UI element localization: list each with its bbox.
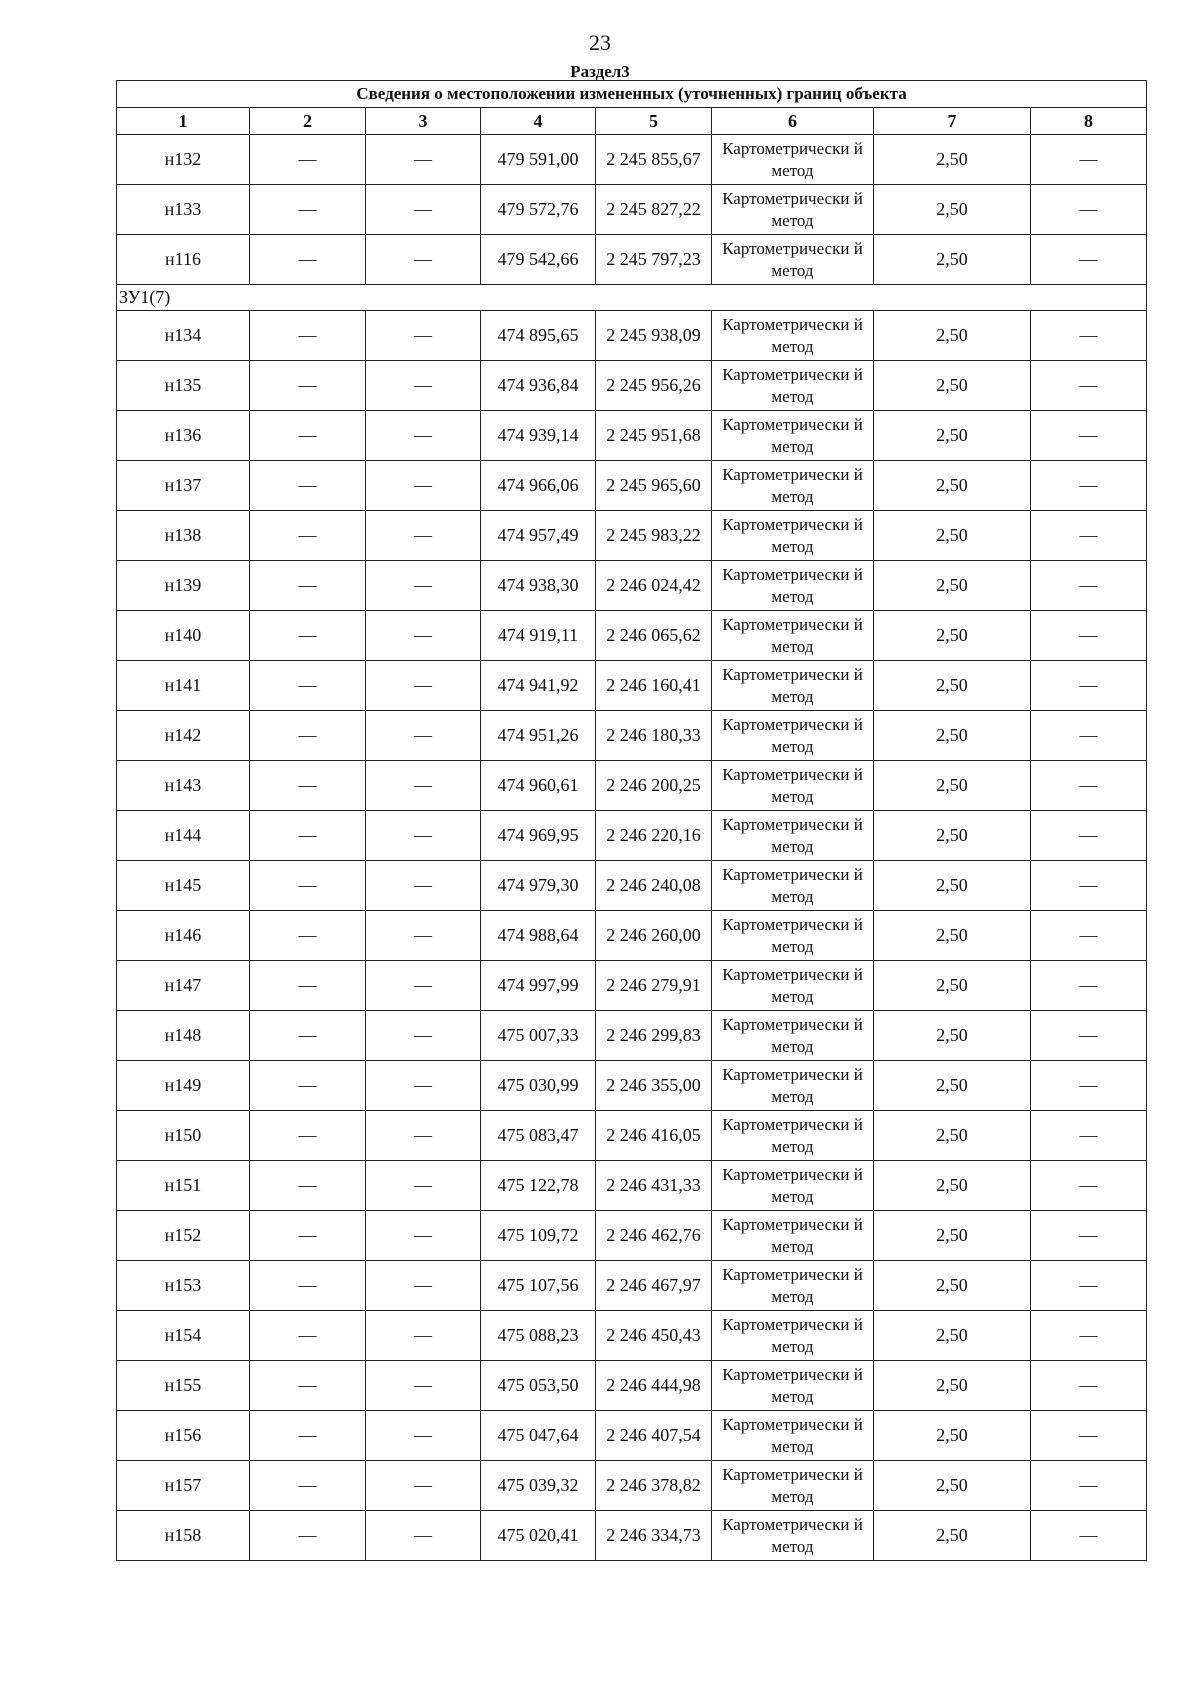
method-cell: Картометрически й метод — [712, 361, 874, 411]
method-cell: Картометрически й метод — [712, 1061, 874, 1111]
dash-cell: — — [366, 661, 481, 711]
dash-cell: — — [250, 1511, 366, 1561]
dash-cell: — — [366, 1361, 481, 1411]
dash-cell: — — [250, 311, 366, 361]
dash-cell: — — [366, 511, 481, 561]
dash-cell: — — [250, 1261, 366, 1311]
dash-cell: — — [1031, 1261, 1147, 1311]
method-cell: Картометрически й метод — [712, 1461, 874, 1511]
method-cell: Картометрически й метод — [712, 861, 874, 911]
x-coordinate-cell: 475 109,72 — [481, 1211, 596, 1261]
y-coordinate-cell: 2 246 240,08 — [596, 861, 712, 911]
method-cell: Картометрически й метод — [712, 1111, 874, 1161]
column-number: 2 — [250, 108, 366, 135]
table-row — [117, 1411, 1147, 1461]
table-row — [117, 611, 1147, 661]
y-coordinate-cell: 2 246 180,33 — [596, 711, 712, 761]
x-coordinate-cell: 474 979,30 — [481, 861, 596, 911]
dash-cell: — — [366, 185, 481, 235]
accuracy-cell: 2,50 — [874, 311, 1031, 361]
dash-cell: — — [1031, 1461, 1147, 1511]
table-row — [117, 711, 1147, 761]
table-row — [117, 235, 1147, 285]
dash-cell: — — [1031, 661, 1147, 711]
dash-cell: — — [366, 235, 481, 285]
point-name-cell: н143 — [117, 761, 250, 811]
point-name-cell: н132 — [117, 135, 250, 185]
accuracy-cell: 2,50 — [874, 185, 1031, 235]
x-coordinate-cell: 475 107,56 — [481, 1261, 596, 1311]
x-coordinate-cell: 475 088,23 — [481, 1311, 596, 1361]
y-coordinate-cell: 2 246 416,05 — [596, 1111, 712, 1161]
method-cell: Картометрически й метод — [712, 185, 874, 235]
column-number-row — [117, 108, 1147, 135]
dash-cell: — — [250, 861, 366, 911]
dash-cell: — — [1031, 411, 1147, 461]
y-coordinate-cell: 2 246 407,54 — [596, 1411, 712, 1461]
dash-cell: — — [1031, 711, 1147, 761]
y-coordinate-cell: 2 246 355,00 — [596, 1061, 712, 1111]
x-coordinate-cell: 479 591,00 — [481, 135, 596, 185]
dash-cell: — — [250, 811, 366, 861]
y-coordinate-cell: 2 245 956,26 — [596, 361, 712, 411]
dash-cell: — — [366, 611, 481, 661]
dash-cell: — — [366, 311, 481, 361]
dash-cell: — — [1031, 1061, 1147, 1111]
table-row — [117, 185, 1147, 235]
dash-cell: — — [366, 561, 481, 611]
method-cell: Картометрически й метод — [712, 961, 874, 1011]
dash-cell: — — [250, 1361, 366, 1411]
dash-cell: — — [366, 1261, 481, 1311]
dash-cell: — — [366, 761, 481, 811]
method-cell: Картометрически й метод — [712, 1211, 874, 1261]
table-row — [117, 1061, 1147, 1111]
accuracy-cell: 2,50 — [874, 1411, 1031, 1461]
dash-cell: — — [366, 811, 481, 861]
dash-cell: — — [1031, 135, 1147, 185]
table-row — [117, 1261, 1147, 1311]
dash-cell: — — [250, 135, 366, 185]
dash-cell: — — [1031, 1311, 1147, 1361]
table-row — [117, 1161, 1147, 1211]
dash-cell: — — [1031, 1411, 1147, 1461]
dash-cell: — — [366, 1411, 481, 1461]
y-coordinate-cell: 2 246 220,16 — [596, 811, 712, 861]
dash-cell: — — [366, 1511, 481, 1561]
y-coordinate-cell: 2 246 444,98 — [596, 1361, 712, 1411]
point-name-cell: н157 — [117, 1461, 250, 1511]
y-coordinate-cell: 2 245 965,60 — [596, 461, 712, 511]
y-coordinate-cell: 2 245 797,23 — [596, 235, 712, 285]
point-name-cell: н148 — [117, 1011, 250, 1061]
dash-cell: — — [250, 1161, 366, 1211]
point-name-cell: н145 — [117, 861, 250, 911]
accuracy-cell: 2,50 — [874, 1261, 1031, 1311]
method-cell: Картометрически й метод — [712, 1011, 874, 1061]
dash-cell: — — [366, 1161, 481, 1211]
point-name-cell: н139 — [117, 561, 250, 611]
x-coordinate-cell: 474 895,65 — [481, 311, 596, 361]
x-coordinate-cell: 474 988,64 — [481, 911, 596, 961]
group-label: ЗУ1(7) — [117, 285, 1147, 311]
method-cell: Картометрически й метод — [712, 1361, 874, 1411]
table-row — [117, 135, 1147, 185]
accuracy-cell: 2,50 — [874, 361, 1031, 411]
dash-cell: — — [366, 1311, 481, 1361]
dash-cell: — — [366, 711, 481, 761]
dash-cell: — — [366, 861, 481, 911]
boundary-coordinates-table — [116, 80, 1147, 1561]
dash-cell: — — [250, 235, 366, 285]
y-coordinate-cell: 2 245 983,22 — [596, 511, 712, 561]
x-coordinate-cell: 475 047,64 — [481, 1411, 596, 1461]
dash-cell: — — [366, 1461, 481, 1511]
table-row — [117, 761, 1147, 811]
x-coordinate-cell: 475 122,78 — [481, 1161, 596, 1211]
dash-cell: — — [1031, 561, 1147, 611]
accuracy-cell: 2,50 — [874, 1111, 1031, 1161]
y-coordinate-cell: 2 246 450,43 — [596, 1311, 712, 1361]
point-name-cell: н137 — [117, 461, 250, 511]
y-coordinate-cell: 2 245 951,68 — [596, 411, 712, 461]
dash-cell: — — [250, 1111, 366, 1161]
dash-cell: — — [366, 411, 481, 461]
dash-cell: — — [1031, 235, 1147, 285]
y-coordinate-cell: 2 246 462,76 — [596, 1211, 712, 1261]
accuracy-cell: 2,50 — [874, 761, 1031, 811]
y-coordinate-cell: 2 246 024,42 — [596, 561, 712, 611]
column-number: 4 — [481, 108, 596, 135]
accuracy-cell: 2,50 — [874, 861, 1031, 911]
method-cell: Картометрически й метод — [712, 411, 874, 461]
point-name-cell: н140 — [117, 611, 250, 661]
dash-cell: — — [250, 1211, 366, 1261]
method-cell: Картометрически й метод — [712, 811, 874, 861]
method-cell: Картометрически й метод — [712, 1161, 874, 1211]
dash-cell: — — [250, 1311, 366, 1361]
y-coordinate-cell: 2 245 855,67 — [596, 135, 712, 185]
point-name-cell: н142 — [117, 711, 250, 761]
table-row — [117, 361, 1147, 411]
accuracy-cell: 2,50 — [874, 1211, 1031, 1261]
dash-cell: — — [1031, 961, 1147, 1011]
point-name-cell: н134 — [117, 311, 250, 361]
dash-cell: — — [250, 1061, 366, 1111]
x-coordinate-cell: 474 951,26 — [481, 711, 596, 761]
point-name-cell: н147 — [117, 961, 250, 1011]
dash-cell: — — [250, 185, 366, 235]
point-name-cell: н154 — [117, 1311, 250, 1361]
table-row — [117, 561, 1147, 611]
x-coordinate-cell: 474 960,61 — [481, 761, 596, 811]
accuracy-cell: 2,50 — [874, 561, 1031, 611]
y-coordinate-cell: 2 246 299,83 — [596, 1011, 712, 1061]
dash-cell: — — [1031, 861, 1147, 911]
column-number: 3 — [366, 108, 481, 135]
table-row — [117, 1311, 1147, 1361]
point-name-cell: н151 — [117, 1161, 250, 1211]
table-caption: Сведения о местоположении измененных (уточненных) границ объекта — [117, 81, 1147, 108]
table-row — [117, 1211, 1147, 1261]
x-coordinate-cell: 474 936,84 — [481, 361, 596, 411]
point-name-cell: н138 — [117, 511, 250, 561]
dash-cell: — — [1031, 511, 1147, 561]
x-coordinate-cell: 474 969,95 — [481, 811, 596, 861]
method-cell: Картометрически й метод — [712, 1411, 874, 1461]
x-coordinate-cell: 474 941,92 — [481, 661, 596, 711]
point-name-cell: н150 — [117, 1111, 250, 1161]
dash-cell: — — [250, 711, 366, 761]
dash-cell: — — [250, 561, 366, 611]
method-cell: Картометрически й метод — [712, 561, 874, 611]
accuracy-cell: 2,50 — [874, 135, 1031, 185]
point-name-cell: н149 — [117, 1061, 250, 1111]
y-coordinate-cell: 2 246 160,41 — [596, 661, 712, 711]
method-cell: Картометрически й метод — [712, 611, 874, 661]
accuracy-cell: 2,50 — [874, 1361, 1031, 1411]
x-coordinate-cell: 475 030,99 — [481, 1061, 596, 1111]
dash-cell: — — [1031, 361, 1147, 411]
x-coordinate-cell: 475 039,32 — [481, 1461, 596, 1511]
dash-cell: — — [1031, 811, 1147, 861]
accuracy-cell: 2,50 — [874, 1311, 1031, 1361]
point-name-cell: н135 — [117, 361, 250, 411]
table-row — [117, 1011, 1147, 1061]
accuracy-cell: 2,50 — [874, 661, 1031, 711]
table-row — [117, 411, 1147, 461]
y-coordinate-cell: 2 245 938,09 — [596, 311, 712, 361]
method-cell: Картометрически й метод — [712, 1511, 874, 1561]
dash-cell: — — [366, 361, 481, 411]
dash-cell: — — [1031, 1161, 1147, 1211]
method-cell: Картометрически й метод — [712, 711, 874, 761]
x-coordinate-cell: 475 083,47 — [481, 1111, 596, 1161]
y-coordinate-cell: 2 245 827,22 — [596, 185, 712, 235]
dash-cell: — — [1031, 1011, 1147, 1061]
point-name-cell: н158 — [117, 1511, 250, 1561]
x-coordinate-cell: 474 919,11 — [481, 611, 596, 661]
x-coordinate-cell: 475 020,41 — [481, 1511, 596, 1561]
y-coordinate-cell: 2 246 378,82 — [596, 1461, 712, 1511]
dash-cell: — — [250, 911, 366, 961]
dash-cell: — — [1031, 911, 1147, 961]
x-coordinate-cell: 474 997,99 — [481, 961, 596, 1011]
y-coordinate-cell: 2 246 431,33 — [596, 1161, 712, 1211]
y-coordinate-cell: 2 246 200,25 — [596, 761, 712, 811]
x-coordinate-cell: 474 966,06 — [481, 461, 596, 511]
accuracy-cell: 2,50 — [874, 511, 1031, 561]
dash-cell: — — [250, 661, 366, 711]
dash-cell: — — [1031, 461, 1147, 511]
dash-cell: — — [366, 135, 481, 185]
column-number: 8 — [1031, 108, 1147, 135]
dash-cell: — — [250, 1411, 366, 1461]
dash-cell: — — [250, 961, 366, 1011]
method-cell: Картометрически й метод — [712, 911, 874, 961]
dash-cell: — — [250, 511, 366, 561]
point-name-cell: н133 — [117, 185, 250, 235]
dash-cell: — — [1031, 311, 1147, 361]
x-coordinate-cell: 475 053,50 — [481, 1361, 596, 1411]
table-row — [117, 461, 1147, 511]
y-coordinate-cell: 2 246 065,62 — [596, 611, 712, 661]
accuracy-cell: 2,50 — [874, 1511, 1031, 1561]
dash-cell: — — [366, 1211, 481, 1261]
accuracy-cell: 2,50 — [874, 461, 1031, 511]
point-name-cell: н146 — [117, 911, 250, 961]
point-name-cell: н116 — [117, 235, 250, 285]
dash-cell: — — [366, 961, 481, 1011]
dash-cell: — — [250, 1011, 366, 1061]
accuracy-cell: 2,50 — [874, 711, 1031, 761]
accuracy-cell: 2,50 — [874, 235, 1031, 285]
table-row — [117, 1361, 1147, 1411]
table-row — [117, 311, 1147, 361]
dash-cell: — — [1031, 1361, 1147, 1411]
dash-cell: — — [1031, 1111, 1147, 1161]
dash-cell: — — [250, 411, 366, 461]
y-coordinate-cell: 2 246 467,97 — [596, 1261, 712, 1311]
group-row — [117, 285, 1147, 311]
dash-cell: — — [366, 461, 481, 511]
accuracy-cell: 2,50 — [874, 911, 1031, 961]
accuracy-cell: 2,50 — [874, 1061, 1031, 1111]
table-row — [117, 1461, 1147, 1511]
accuracy-cell: 2,50 — [874, 611, 1031, 661]
y-coordinate-cell: 2 246 260,00 — [596, 911, 712, 961]
dash-cell: — — [1031, 611, 1147, 661]
x-coordinate-cell: 474 938,30 — [481, 561, 596, 611]
table-row — [117, 511, 1147, 561]
accuracy-cell: 2,50 — [874, 961, 1031, 1011]
method-cell: Картометрически й метод — [712, 235, 874, 285]
dash-cell: — — [366, 1011, 481, 1061]
method-cell: Картометрически й метод — [712, 1311, 874, 1361]
section-title: Раздел3 — [570, 62, 630, 81]
dash-cell: — — [250, 611, 366, 661]
accuracy-cell: 2,50 — [874, 411, 1031, 461]
method-cell: Картометрически й метод — [712, 1261, 874, 1311]
accuracy-cell: 2,50 — [874, 1011, 1031, 1061]
table-row — [117, 1511, 1147, 1561]
dash-cell: — — [366, 1061, 481, 1111]
point-name-cell: н155 — [117, 1361, 250, 1411]
column-number: 5 — [596, 108, 712, 135]
dash-cell: — — [250, 461, 366, 511]
y-coordinate-cell: 2 246 334,73 — [596, 1511, 712, 1561]
dash-cell: — — [1031, 185, 1147, 235]
point-name-cell: н141 — [117, 661, 250, 711]
table-row — [117, 811, 1147, 861]
x-coordinate-cell: 479 542,66 — [481, 235, 596, 285]
method-cell: Картометрически й метод — [712, 761, 874, 811]
column-number: 1 — [117, 108, 250, 135]
dash-cell: — — [250, 1461, 366, 1511]
point-name-cell: н156 — [117, 1411, 250, 1461]
accuracy-cell: 2,50 — [874, 1161, 1031, 1211]
dash-cell: — — [1031, 1511, 1147, 1561]
x-coordinate-cell: 474 939,14 — [481, 411, 596, 461]
method-cell: Картометрически й метод — [712, 135, 874, 185]
dash-cell: — — [250, 361, 366, 411]
accuracy-cell: 2,50 — [874, 1461, 1031, 1511]
method-cell: Картометрически й метод — [712, 511, 874, 561]
dash-cell: — — [1031, 1211, 1147, 1261]
table-row — [117, 1111, 1147, 1161]
column-number: 7 — [874, 108, 1031, 135]
dash-cell: — — [366, 911, 481, 961]
point-name-cell: н153 — [117, 1261, 250, 1311]
table-row — [117, 861, 1147, 911]
table-row — [117, 961, 1147, 1011]
point-name-cell: н152 — [117, 1211, 250, 1261]
point-name-cell: н144 — [117, 811, 250, 861]
method-cell: Картометрически й метод — [712, 311, 874, 361]
dash-cell: — — [1031, 761, 1147, 811]
table-row — [117, 661, 1147, 711]
table-body — [117, 135, 1147, 1561]
page-number: 23 — [589, 30, 611, 55]
accuracy-cell: 2,50 — [874, 811, 1031, 861]
y-coordinate-cell: 2 246 279,91 — [596, 961, 712, 1011]
point-name-cell: н136 — [117, 411, 250, 461]
dash-cell: — — [250, 761, 366, 811]
dash-cell: — — [366, 1111, 481, 1161]
method-cell: Картометрически й метод — [712, 661, 874, 711]
x-coordinate-cell: 474 957,49 — [481, 511, 596, 561]
x-coordinate-cell: 475 007,33 — [481, 1011, 596, 1061]
column-number: 6 — [712, 108, 874, 135]
method-cell: Картометрически й метод — [712, 461, 874, 511]
x-coordinate-cell: 479 572,76 — [481, 185, 596, 235]
table-row — [117, 911, 1147, 961]
